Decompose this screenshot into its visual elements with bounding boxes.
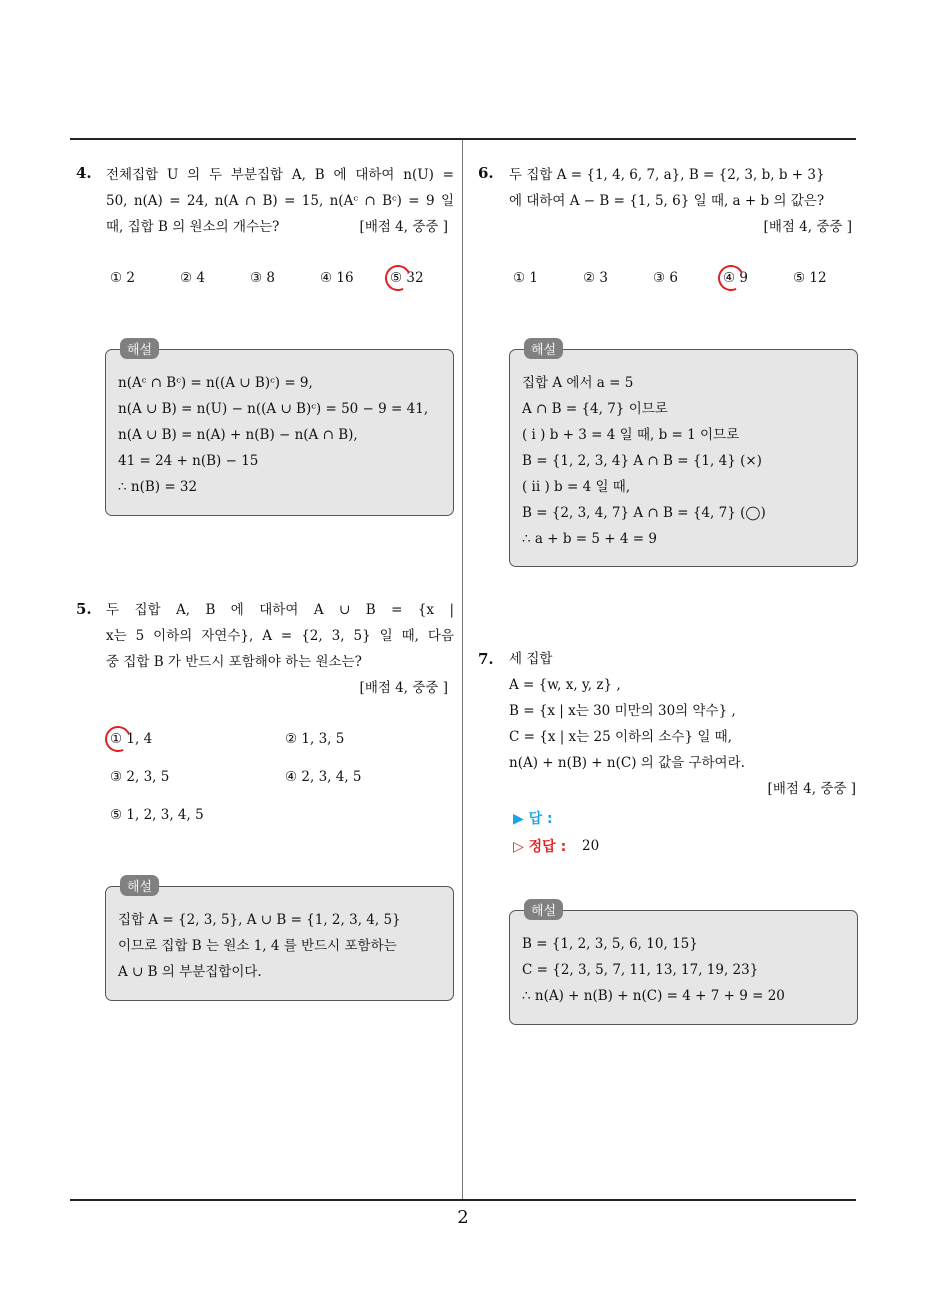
q4-choice-2[interactable]: ② 4 bbox=[180, 270, 205, 286]
explanation-line: n(A ∪ B) = n(A) + n(B) − n(A ∩ B), bbox=[118, 427, 358, 443]
q6-explanation-box bbox=[509, 343, 858, 567]
question-6-number: 6. bbox=[478, 164, 494, 182]
q6-choice-5[interactable]: ⑤ 12 bbox=[793, 270, 827, 286]
q5-choice-3[interactable]: ③ 2, 3, 5 bbox=[110, 769, 170, 785]
explanation-line: A ∪ B 의 부분집합이다. bbox=[118, 964, 262, 980]
explanation-line: 집합 A 에서 a = 5 bbox=[522, 375, 634, 391]
question-text-line: x는 5 이하의 자연수}, A = {2, 3, 5} 일 때, 다음 bbox=[106, 628, 454, 644]
question-text-line: B = {x | x는 30 미만의 30의 약수} , bbox=[509, 703, 736, 719]
q4-choice-3[interactable]: ③ 8 bbox=[250, 270, 275, 286]
explanation-tag: 해설 bbox=[524, 338, 563, 359]
question-text-line: 세 집합 bbox=[509, 651, 553, 667]
q5-explanation-box bbox=[105, 880, 454, 1001]
explanation-line: ∴ a + b = 5 + 4 = 9 bbox=[522, 531, 657, 547]
question-text-line: 50, n(A) = 24, n(A ∩ B) = 15, n(Aᶜ ∩ Bᶜ) = 9 일 bbox=[106, 193, 454, 209]
explanation-tag: 해설 bbox=[120, 875, 159, 896]
q5-choice-2[interactable]: ② 1, 3, 5 bbox=[285, 731, 345, 747]
q5-choice-5[interactable]: ⑤ 1, 2, 3, 4, 5 bbox=[110, 807, 204, 823]
q5-choice-4[interactable]: ④ 2, 3, 4, 5 bbox=[285, 769, 362, 785]
q6-choice-2[interactable]: ② 3 bbox=[583, 270, 608, 286]
q4-choice-1[interactable]: ① 2 bbox=[110, 270, 135, 286]
question-text-line: 두 집합 A, B 에 대하여 A ∪ B = {x | bbox=[106, 602, 454, 618]
bottom-rule bbox=[70, 1199, 856, 1201]
question-5-number: 5. bbox=[76, 600, 92, 618]
q4-choice-5[interactable]: ⑤ 32 bbox=[390, 270, 424, 286]
explanation-body bbox=[118, 907, 441, 985]
explanation-tag: 해설 bbox=[524, 899, 563, 920]
q4-choice-4[interactable]: ④ 16 bbox=[320, 270, 354, 286]
question-5-text bbox=[106, 597, 454, 675]
q4-answer-mark-icon bbox=[381, 261, 414, 294]
question-6-text bbox=[509, 162, 859, 214]
explanation-line: B = {2, 3, 4, 7} A ∩ B = {4, 7} (◯) bbox=[522, 505, 766, 521]
q6-answer-mark-icon bbox=[714, 261, 747, 294]
question-7-number: 7. bbox=[478, 650, 494, 668]
explanation-line: n(A ∪ B) = n(U) − n((A ∪ B)ᶜ) = 50 − 9 = 41, bbox=[118, 401, 429, 417]
explanation-line: ( i ) b + 3 = 4 일 때, b = 1 이므로 bbox=[522, 427, 740, 443]
explanation-line: 41 = 24 + n(B) − 15 bbox=[118, 453, 259, 469]
correct-answer-value: 20 bbox=[582, 838, 600, 854]
q6-choice-1[interactable]: ① 1 bbox=[513, 270, 538, 286]
q6-choice-3[interactable]: ③ 6 bbox=[653, 270, 678, 286]
q7-explanation-box bbox=[509, 904, 858, 1025]
q6-choice-4[interactable]: ④ 9 bbox=[723, 270, 748, 286]
q5-choice-1[interactable]: ① 1, 4 bbox=[110, 731, 153, 747]
explanation-line: B = {1, 2, 3, 4} A ∩ B = {1, 4} (×) bbox=[522, 453, 762, 469]
explanation-line: ( ii ) b = 4 일 때, bbox=[522, 479, 631, 495]
q4-explanation-box bbox=[105, 343, 454, 516]
question-text-line: 두 집합 A = {1, 4, 6, 7, a}, B = {2, 3, b, b + 3} bbox=[509, 167, 825, 183]
column-divider bbox=[462, 140, 463, 1200]
question-5-points: [배점 4, 중중 ] bbox=[359, 680, 448, 696]
explanation-body bbox=[522, 931, 845, 1009]
explanation-body bbox=[118, 370, 441, 500]
q5-answer-mark-icon bbox=[101, 722, 134, 755]
explanation-body bbox=[522, 370, 845, 552]
explanation-line: ∴ n(B) = 32 bbox=[118, 479, 198, 495]
question-text-line: n(A) + n(B) + n(C) 의 값을 구하여라. bbox=[509, 755, 745, 771]
question-text-line: 중 집합 B 가 반드시 포함해야 하는 원소는? bbox=[106, 654, 362, 670]
question-7-text bbox=[509, 646, 859, 776]
explanation-line: A ∩ B = {4, 7} 이므로 bbox=[522, 401, 668, 417]
answer-input-label[interactable]: ▶ 답 : bbox=[513, 811, 553, 827]
question-text-line: 때, 집합 B 의 원소의 개수는? bbox=[106, 219, 280, 235]
explanation-line: B = {1, 2, 3, 5, 6, 10, 15} bbox=[522, 936, 698, 952]
question-text-line: 에 대하여 A − B = {1, 5, 6} 일 때, a + b 의 값은? bbox=[509, 193, 825, 209]
question-6-points: [배점 4, 중중 ] bbox=[763, 219, 852, 235]
question-4-number: 4. bbox=[76, 164, 92, 182]
explanation-line: 집합 A = {2, 3, 5}, A ∪ B = {1, 2, 3, 4, 5} bbox=[118, 912, 401, 928]
question-text-line: C = {x | x는 25 이하의 소수} 일 때, bbox=[509, 729, 733, 745]
correct-answer-label: ▷ 정답 : bbox=[513, 839, 567, 855]
explanation-line: C = {2, 3, 5, 7, 11, 13, 17, 19, 23} bbox=[522, 962, 759, 978]
explanation-line: ∴ n(A) + n(B) + n(C) = 4 + 7 + 9 = 20 bbox=[522, 988, 785, 1004]
explanation-tag: 해설 bbox=[120, 338, 159, 359]
explanation-line: n(Aᶜ ∩ Bᶜ) = n((A ∪ B)ᶜ) = 9, bbox=[118, 375, 313, 391]
explanation-line: 이므로 집합 B 는 원소 1, 4 를 반드시 포함하는 bbox=[118, 938, 397, 954]
question-4-points: [배점 4, 중중 ] bbox=[359, 219, 448, 235]
question-text-line: 전체집합 U 의 두 부분집합 A, B 에 대하여 n(U) = bbox=[106, 167, 454, 183]
page-number: 2 bbox=[457, 1207, 469, 1228]
question-text-line: A = {w, x, y, z} , bbox=[509, 677, 621, 693]
question-7-points: [배점 4, 중중 ] bbox=[767, 781, 856, 797]
top-rule bbox=[70, 138, 856, 140]
